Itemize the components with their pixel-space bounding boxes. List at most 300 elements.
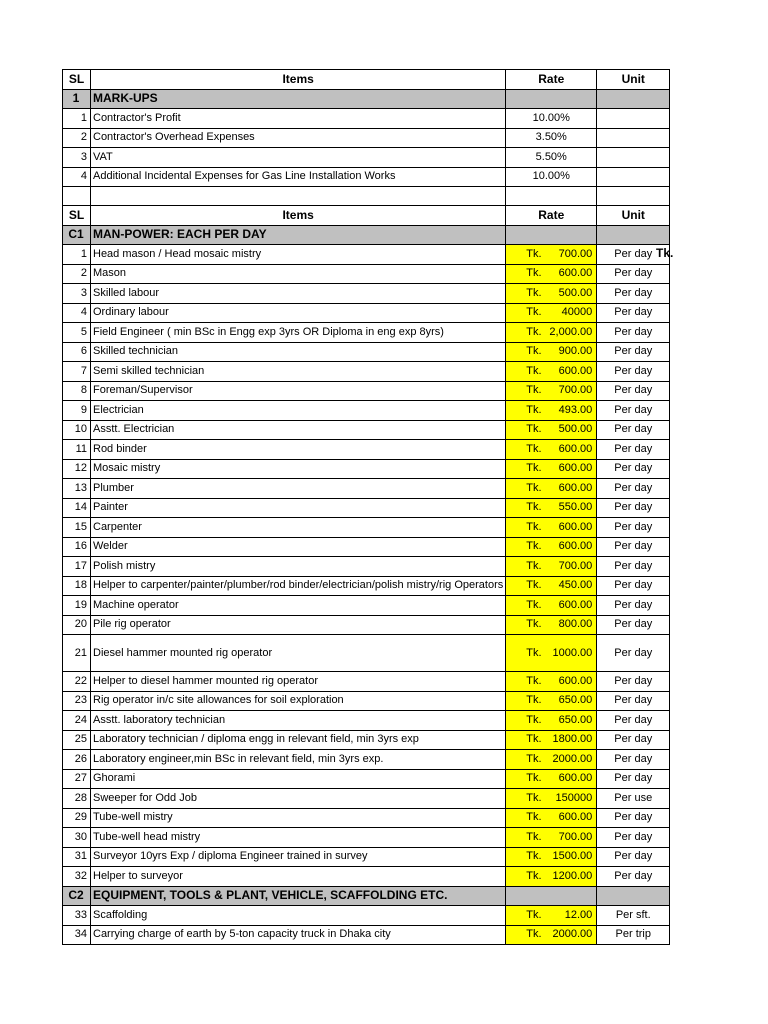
rate-value [508,811,594,824]
rate-value [508,831,594,844]
row-sl: 7 [63,362,91,382]
row-item: Ordinary labour [91,303,506,323]
rate-value [508,792,594,805]
row-sl: 6 [63,342,91,362]
row-rate [506,323,597,343]
rate-amount: 600.00 [558,540,593,553]
markup-row [63,148,670,168]
row-sl: 10 [63,420,91,440]
rate-row [63,789,670,809]
rate-amount: 40000 [561,306,593,319]
row-item: Contractor's Overhead Expenses [91,128,506,148]
row-sl: 9 [63,401,91,421]
row-rate [506,284,597,304]
rate-value [508,423,594,436]
row-item: Painter [91,498,506,518]
row-unit: Per day [597,808,670,828]
row-sl: 26 [63,750,91,770]
rate-row [63,576,670,596]
section-sl: C1 [63,225,91,245]
row-unit: Per day [597,420,670,440]
header-unit: Unit [597,206,670,226]
rate-value [508,733,594,746]
row-rate [506,381,597,401]
row-sl: 34 [63,925,91,945]
row-item: Mosaic mistry [91,459,506,479]
row-item: Helper to carpenter/painter/plumber/rod binder/electrician/polish mistry/rig Operators [91,576,506,596]
row-item: Mason [91,264,506,284]
rate-amount: 2000.00 [552,928,593,941]
row-sl: 12 [63,459,91,479]
rate-value [508,248,594,261]
row-rate [506,342,597,362]
row-unit: Per day [597,691,670,711]
row-unit: Per day [597,518,670,538]
row-unit: Per day [597,557,670,577]
rate-amount: 2,000.00 [549,325,593,338]
rate-row [63,672,670,692]
rate-currency: Tk. [526,694,542,707]
row-unit: Per day [597,264,670,284]
rate-currency: Tk. [526,247,542,260]
section-title: MARK-UPS [91,89,506,109]
section-unit-cell [597,89,670,109]
row-sl: 16 [63,537,91,557]
row-item: Helper to surveyor [91,867,506,887]
row-rate [506,906,597,926]
row-item: Asstt. Electrician [91,420,506,440]
row-sl: 2 [63,128,91,148]
row-unit: Per day [597,537,670,557]
rate-value [508,694,594,707]
row-rate [506,635,597,672]
row-item: Diesel hammer mounted rig operator [91,635,506,672]
rate-amount: 550.00 [558,501,593,514]
rate-row [63,867,670,887]
header-sl: SL [63,70,91,90]
rate-amount: 1800.00 [552,733,593,746]
rate-amount: 650.00 [558,694,593,707]
row-item: Skilled labour [91,284,506,304]
row-sl: 17 [63,557,91,577]
rate-value [508,482,594,495]
rate-row [63,615,670,635]
rate-currency: Tk. [526,811,542,824]
rate-value [508,714,594,727]
row-sl: 4 [63,303,91,323]
row-rate [506,518,597,538]
row-sl: 23 [63,691,91,711]
rate-currency: Tk. [526,559,542,572]
row-item: Welder [91,537,506,557]
rate-row [63,245,670,265]
row-item: Skilled technician [91,342,506,362]
row-item: Pile rig operator [91,615,506,635]
header-rate: Rate [506,206,597,226]
section-unit-cell [597,225,670,245]
row-rate [506,245,597,265]
rate-currency: Tk. [526,733,542,746]
rate-row [63,596,670,616]
row-unit: Per day [597,342,670,362]
rate-value [508,501,594,514]
rate-value [508,599,594,612]
markup-row [63,128,670,148]
row-unit: Per day [597,459,670,479]
row-rate [506,750,597,770]
row-rate [506,615,597,635]
rate-row [63,362,670,382]
rate-currency: Tk. [526,520,542,533]
row-sl: 28 [63,789,91,809]
rate-currency: Tk. [526,713,542,726]
row-item: Rod binder [91,440,506,460]
row-item: Sweeper for Odd Job [91,789,506,809]
rate-currency: Tk. [526,579,542,592]
row-rate [506,672,597,692]
row-unit: Per day [597,769,670,789]
row-rate [506,789,597,809]
section-unit-cell [597,886,670,906]
row-item: Foreman/Supervisor [91,381,506,401]
row-item: Polish mistry [91,557,506,577]
row-sl: 32 [63,867,91,887]
rate-value [508,462,594,475]
row-unit: Per day [597,828,670,848]
row-rate: 10.00% [506,109,597,129]
rate-value [508,540,594,553]
rate-schedule-body [63,70,670,945]
row-unit [597,109,670,129]
rate-row [63,906,670,926]
row-sl: 4 [63,167,91,187]
rate-row [63,381,670,401]
blank-cell [63,187,91,206]
row-item: Plumber [91,479,506,499]
markup-row [63,167,670,187]
rate-currency: Tk. [526,481,542,494]
side-note-currency: Tk. [656,246,674,260]
rate-amount: 12.00 [564,908,593,921]
rate-currency: Tk. [526,598,542,611]
section-rate-cell [506,225,597,245]
rate-row [63,342,670,362]
row-unit: Per day [597,615,670,635]
rate-row [63,711,670,731]
rate-amount: 800.00 [558,618,593,631]
rate-currency: Tk. [526,908,542,921]
row-item: Laboratory technician / diploma engg in relevant field, min 3yrs exp [91,730,506,750]
row-unit: Per day [597,479,670,499]
row-unit: Per day [597,711,670,731]
row-sl: 13 [63,479,91,499]
rate-row [63,750,670,770]
rate-currency: Tk. [526,830,542,843]
row-sl: 19 [63,596,91,616]
rate-amount: 150000 [555,791,593,804]
row-rate [506,303,597,323]
row-sl: 27 [63,769,91,789]
rate-value [508,326,594,339]
header-items: Items [91,206,506,226]
row-item: Contractor's Profit [91,109,506,129]
row-rate [506,769,597,789]
rate-row [63,401,670,421]
rate-currency: Tk. [526,384,542,397]
row-unit: Per day [597,362,670,382]
row-rate [506,420,597,440]
rate-value [508,404,594,417]
section-sl: 1 [63,89,91,109]
row-rate [506,925,597,945]
row-sl: 24 [63,711,91,731]
rate-value [508,909,594,922]
row-rate [506,459,597,479]
row-item: Scaffolding [91,906,506,926]
row-rate [506,867,597,887]
rate-amount: 700.00 [558,247,593,260]
rate-amount: 600.00 [558,772,593,785]
rate-value [508,521,594,534]
rate-currency: Tk. [526,850,542,863]
rate-value [508,267,594,280]
rate-row [63,518,670,538]
row-sl: 3 [63,284,91,304]
rate-currency: Tk. [526,403,542,416]
rate-currency: Tk. [526,267,542,280]
rate-schedule-table [62,69,670,945]
row-item: Field Engineer ( min BSc in Engg exp 3yrs OR Diploma in eng exp 8yrs) [91,323,506,343]
row-sl: 1 [63,109,91,129]
blank-cell [91,187,506,206]
rate-row [63,479,670,499]
row-item: Head mason / Head mosaic mistry [91,245,506,265]
row-sl: 8 [63,381,91,401]
section-row-equipment [63,886,670,906]
row-item: Surveyor 10yrs Exp / diploma Engineer trained in survey [91,847,506,867]
rate-row [63,264,670,284]
row-rate: 5.50% [506,148,597,168]
rate-amount: 2000.00 [552,752,593,765]
row-sl: 30 [63,828,91,848]
row-sl: 5 [63,323,91,343]
rate-value [508,647,594,660]
row-item: Tube-well head mistry [91,828,506,848]
row-sl: 25 [63,730,91,750]
row-unit: Per trip [597,925,670,945]
section-title: EQUIPMENT, TOOLS & PLANT, VEHICLE, SCAFFOLDING ETC. [91,886,506,906]
header-rate: Rate [506,70,597,90]
rate-value [508,579,594,592]
rate-row [63,691,670,711]
rate-currency: Tk. [526,646,542,659]
header-row [63,70,670,90]
row-unit: Per day [597,596,670,616]
header-items: Items [91,70,506,90]
rate-amount: 650.00 [558,713,593,726]
rate-currency: Tk. [526,442,542,455]
rate-row [63,284,670,304]
rate-amount: 1000.00 [552,646,593,659]
row-item: Helper to diesel hammer mounted rig operator [91,672,506,692]
row-item: Semi skilled technician [91,362,506,382]
blank-cell [597,187,670,206]
rate-row [63,925,670,945]
section-row-markups [63,89,670,109]
rate-row [63,730,670,750]
rate-amount: 600.00 [558,811,593,824]
row-sl: 15 [63,518,91,538]
rate-amount: 500.00 [558,423,593,436]
row-item: Machine operator [91,596,506,616]
blank-separator-row [63,187,670,206]
rate-row [63,847,670,867]
row-rate [506,440,597,460]
rate-row [63,537,670,557]
row-unit [597,167,670,187]
rate-value [508,772,594,785]
row-rate [506,401,597,421]
row-rate [506,828,597,848]
row-unit: Per day [597,576,670,596]
row-item: Ghorami [91,769,506,789]
rate-row [63,557,670,577]
row-unit: Per day [597,440,670,460]
header-unit: Unit [597,70,670,90]
rate-amount: 500.00 [558,286,593,299]
rate-value [508,928,594,941]
rate-row [63,808,670,828]
rate-value [508,287,594,300]
row-item: Tube-well mistry [91,808,506,828]
rate-amount: 700.00 [558,384,593,397]
rate-row [63,440,670,460]
rate-amount: 600.00 [558,598,593,611]
rate-row [63,459,670,479]
row-sl: 2 [63,264,91,284]
row-unit: Per day [597,245,670,265]
row-item: Carpenter [91,518,506,538]
rate-currency: Tk. [526,501,542,514]
rate-amount: 900.00 [558,345,593,358]
rate-row [63,303,670,323]
rate-value [508,850,594,863]
rate-currency: Tk. [526,364,542,377]
rate-value [508,560,594,573]
rate-amount: 600.00 [558,267,593,280]
row-unit: Per day [597,323,670,343]
row-unit: Per day [597,284,670,304]
rate-currency: Tk. [526,752,542,765]
row-unit: Per day [597,401,670,421]
rate-currency: Tk. [526,462,542,475]
row-sl: 11 [63,440,91,460]
row-sl: 20 [63,615,91,635]
rate-value [508,365,594,378]
rate-currency: Tk. [526,928,542,941]
rate-row [63,828,670,848]
section-row-manpower [63,225,670,245]
row-rate [506,691,597,711]
row-unit: Per day [597,847,670,867]
rate-value [508,753,594,766]
row-rate [506,537,597,557]
section-sl: C2 [63,886,91,906]
rate-currency: Tk. [526,618,542,631]
rate-value [508,443,594,456]
rate-currency: Tk. [526,869,542,882]
rate-currency: Tk. [526,791,542,804]
row-unit [597,148,670,168]
section-title: MAN-POWER: EACH PER DAY [91,225,506,245]
row-rate [506,847,597,867]
row-sl: 31 [63,847,91,867]
rate-amount: 600.00 [558,481,593,494]
row-unit: Per day [597,730,670,750]
row-rate [506,264,597,284]
section-rate-cell [506,886,597,906]
rate-row [63,769,670,789]
row-rate [506,557,597,577]
row-sl: 14 [63,498,91,518]
rate-currency: Tk. [526,286,542,299]
rate-value [508,306,594,319]
rate-amount: 1200.00 [552,869,593,882]
row-rate [506,808,597,828]
rate-row [63,420,670,440]
row-unit: Per day [597,867,670,887]
rate-value [508,870,594,883]
rate-currency: Tk. [526,540,542,553]
row-unit: Per day [597,498,670,518]
rate-amount: 450.00 [558,579,593,592]
section-rate-cell [506,89,597,109]
row-unit: Per day [597,672,670,692]
row-item: Carrying charge of earth by 5-ton capacity truck in Dhaka city [91,925,506,945]
row-sl: 22 [63,672,91,692]
row-sl: 1 [63,245,91,265]
row-sl: 18 [63,576,91,596]
rate-currency: Tk. [526,325,542,338]
row-rate: 10.00% [506,167,597,187]
rate-row [63,323,670,343]
row-rate [506,596,597,616]
rate-amount: 600.00 [558,462,593,475]
rate-amount: 600.00 [558,442,593,455]
row-item: Rig operator in/c site allowances for soil exploration [91,691,506,711]
row-item: Laboratory engineer,min BSc in relevant field, min 3yrs exp. [91,750,506,770]
row-rate [506,730,597,750]
rate-amount: 600.00 [558,364,593,377]
rate-amount: 700.00 [558,830,593,843]
row-unit: Per day [597,303,670,323]
row-unit: Per sft. [597,906,670,926]
rate-amount: 600.00 [558,674,593,687]
rate-amount: 600.00 [558,520,593,533]
row-unit: Per use [597,789,670,809]
rate-currency: Tk. [526,345,542,358]
rate-row [63,498,670,518]
row-unit: Per day [597,750,670,770]
row-item: Electrician [91,401,506,421]
rate-value [508,384,594,397]
row-rate [506,576,597,596]
rate-currency: Tk. [526,772,542,785]
row-rate [506,711,597,731]
rate-currency: Tk. [526,423,542,436]
header-sl: SL [63,206,91,226]
rate-amount: 493.00 [558,403,593,416]
